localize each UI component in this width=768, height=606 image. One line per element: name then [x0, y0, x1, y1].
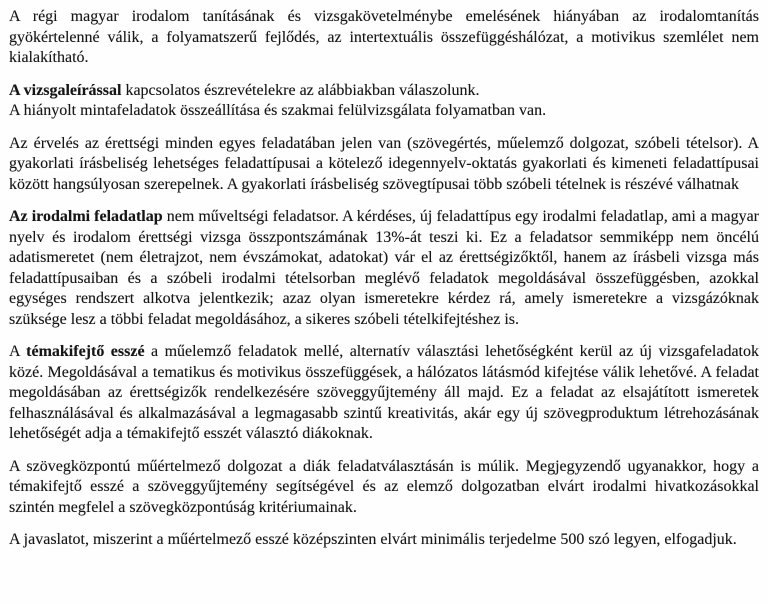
paragraph-2-line-1	[9, 81, 759, 102]
paragraph-6	[9, 457, 759, 519]
paragraph-1-text: A régi magyar irodalom tanításának és vizsgakövetelménybe emelésének hiányában az irodalomtanítás gyökértelenné válik, a folyamatszerű fejlődés, az intertextuális összefüggéshálózat, a motivikus szemlélet nem kialakítható.	[9, 8, 759, 66]
paragraph-4-text: nem műveltségi feladatsor. A kérdéses, új feladattípus egy irodalmi feladatlap, ami a magyar nyelv és irodalom érettségi vizsga összpontszámának 13%-át teszi ki. Ez a feladatsor semmiképp nem öncélú adatismeretet (nem életrajzot, nem évszámokat, adatokat) vár el az érettségizőktől, hanem az írásbeli vizsga más feladattípusaiban és a szóbeli irodalmi tételsorban meglévő feladatok megoldásával összefüggésben, azokkal egységes rendszert alkotva jelentkezik; azaz olyan ismeretekre kérdez rá, amely ismeretekre a vizsgázóknak szüksége lesz a többi feladat megoldásához, a sikeres szóbeli tételkifejtéshez is.	[9, 208, 759, 328]
paragraph-2-text: kapcsolatos észrevételekre az alábbiakban válaszolunk.	[121, 81, 480, 99]
paragraph-4-bold-lead: Az irodalmi feladatlap	[9, 208, 163, 225]
paragraph-6-text: A szövegközpontú műértelmező dolgozat a diák feladatválasztásán is múlik. Megjegyzendő ugyanakkor, hogy a témakifejtő esszé a szöveggyűjtemény segítségével és az elemző dolgozatban elvárt irodalmi hivatkozásokkal szintén megfelel a szövegközpontúság kritériumainak.	[9, 457, 759, 516]
paragraph-3-text: Az érvelés az érettségi minden egyes feladatában jelen van (szövegértés, műelemző dolgozat, szóbeli tételsor). A gyakorlati írásbeliség lehetséges feladattípusai a kötelező idegennyelv-oktatás gyakorlati és kimeneti feladattípusai között hangsúlyosan szerepelnek. A gyakorlati írásbeliség szövegtípusai több szóbeli tételnek is részévé válhatnak	[9, 134, 759, 193]
paragraph-1	[9, 7, 759, 69]
paragraph-7	[9, 530, 759, 551]
paragraph-5	[9, 342, 759, 445]
paragraph-5-pre: A	[9, 343, 27, 360]
paragraph-7-text: A javaslatot, miszerint a műértelmező esszé középszinten elvárt minimális terjedelme 500 szó legyen, elfogadjuk.	[9, 531, 737, 548]
paragraph-2-line-2	[9, 101, 759, 122]
paragraph-5-bold-lead: témakifejtő esszé	[26, 343, 145, 360]
paragraph-3	[9, 134, 759, 196]
paragraph-2-line-2-text: A hiányolt mintafeladatok összeállítása és szakmai felülvizsgálata folyamatban van.	[9, 102, 547, 119]
paragraph-2-bold-lead: A vizsgaleírással	[9, 81, 122, 99]
paragraph-4	[9, 207, 759, 330]
paragraph-5-text: a műelemző feladatok mellé, alternatív választási lehetőségként kerül az új vizsgafeladatok közé. Megoldásával a tematikus és motivikus összefüggések, a hálózatos látásmód kifejtése válik lehetővé. A feladat megoldásában az érettségizők rendelkezésére szöveggyűjtemény áll majd. Ez a feladat az elsajátított ismeretek felhasználásával és alkalmazásával a legmagasabb szintű kreativitás, akár egy új szövegproduktum létrehozásának lehetőségét adja a témakifejtő esszét választó diákoknak.	[9, 343, 759, 442]
